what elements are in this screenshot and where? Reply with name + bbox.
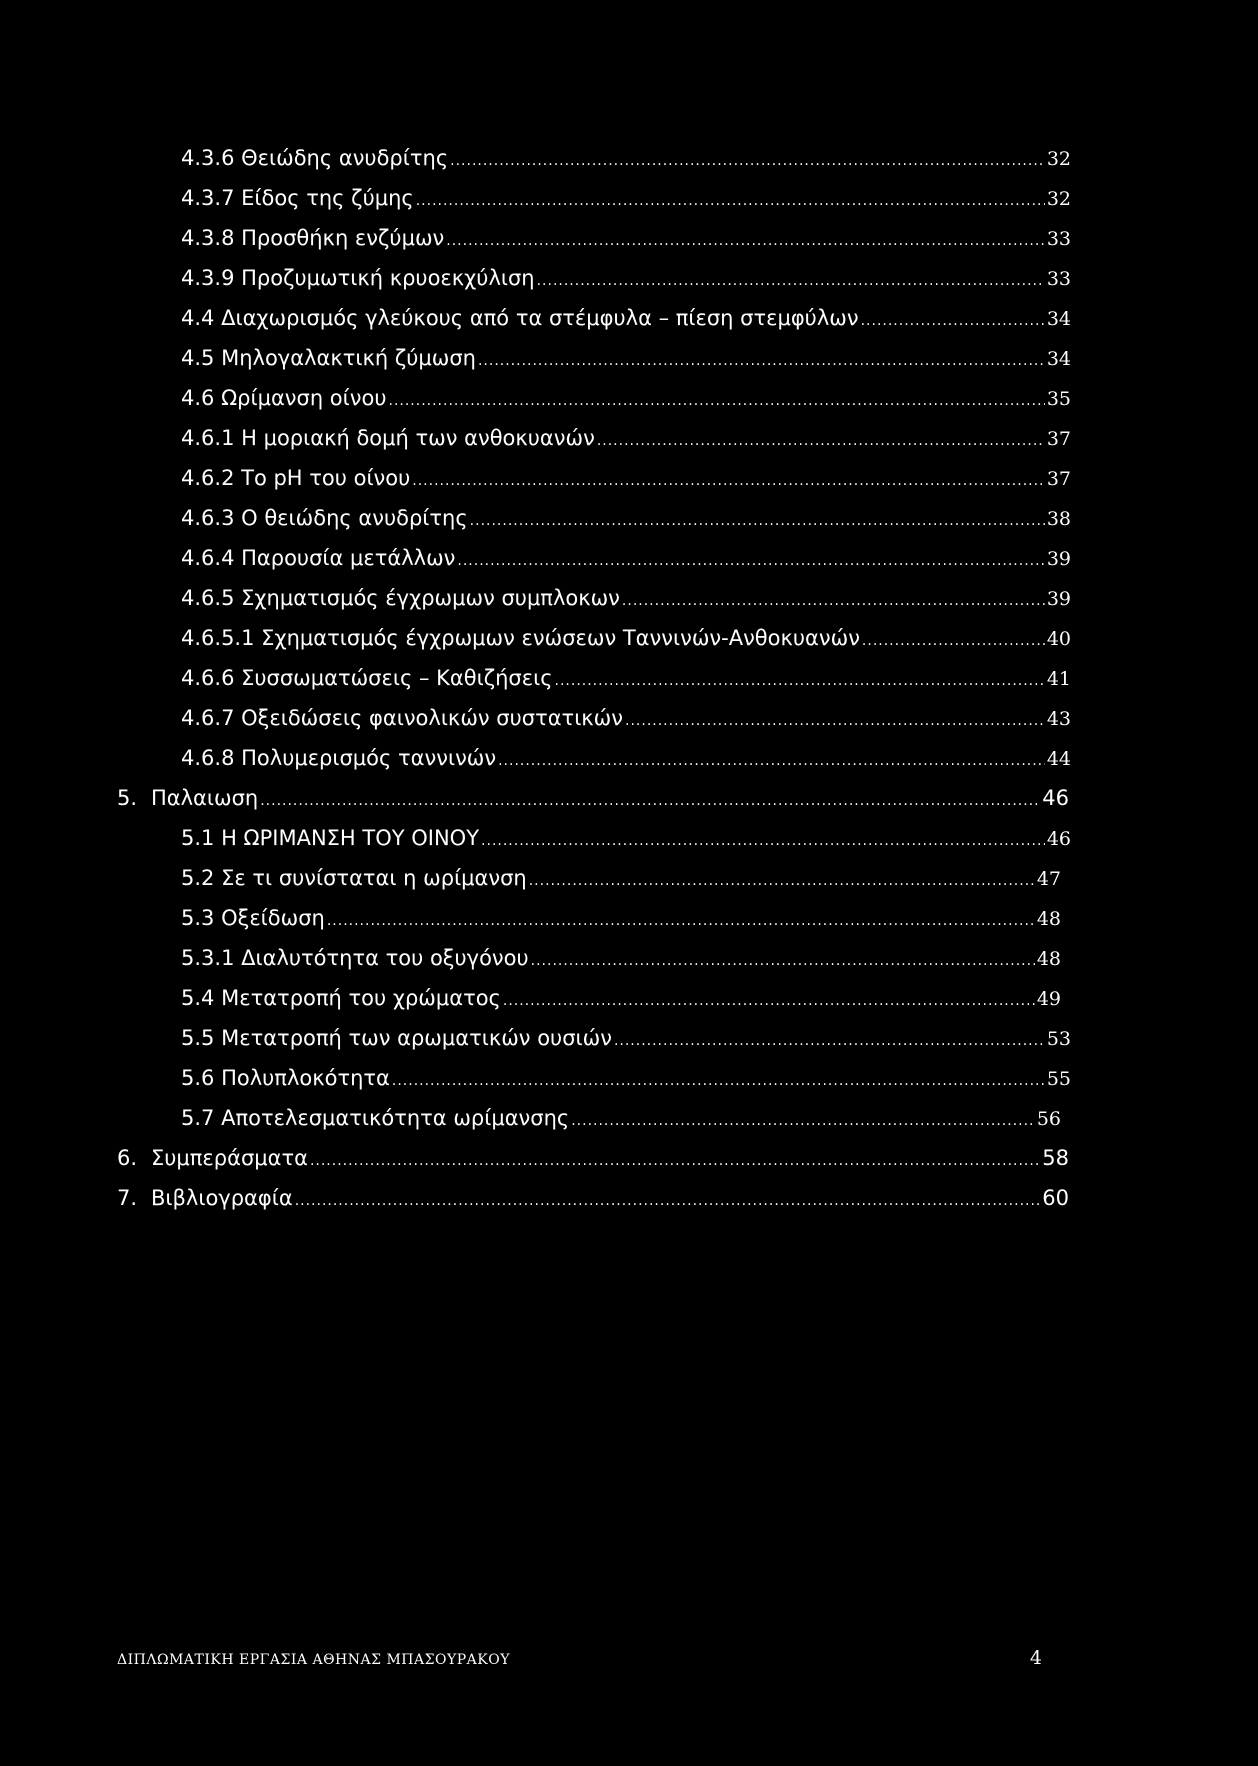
dot-leader: [310, 1143, 1040, 1179]
toc-entry-page: 37: [1046, 468, 1071, 490]
toc-entry-number: 5.3.1: [181, 946, 235, 970]
toc-entry-title: Θειώδης ανυδρίτης: [241, 146, 449, 170]
toc-entry-title: Πολυπλοκότητα: [221, 1066, 390, 1090]
toc-entry-number: 4.6.8: [181, 746, 235, 770]
toc-entry-number: 7.: [117, 1186, 138, 1210]
toc-entry-title: Αποτελεσματικότητα ωρίμανσης: [221, 1106, 570, 1130]
toc-entry: [181, 580, 1071, 616]
toc-entry-title: Παρουσία μετάλλων: [241, 546, 456, 570]
dot-leader: [389, 383, 1045, 419]
toc-entry-number: 4.6.2: [181, 466, 235, 490]
toc-entry-number: 5.1: [181, 826, 215, 850]
toc-entry-page: 60: [1042, 1186, 1069, 1210]
toc-entry-number: 4.6: [181, 386, 215, 410]
toc-entry-page: 33: [1046, 268, 1071, 290]
toc-entry-number: 5.4: [181, 986, 215, 1010]
toc-entry-page: 39: [1046, 588, 1071, 610]
toc-entry-page: 48: [1036, 908, 1061, 930]
toc-entry-page: 47: [1036, 868, 1061, 890]
toc-entry: [181, 1020, 1071, 1056]
dot-leader: [412, 463, 1045, 499]
toc-entry-title: Μετατροπή των αρωματικών ουσιών: [221, 1026, 612, 1050]
toc-entry: [181, 220, 1071, 256]
toc-entry-page: 39: [1046, 548, 1071, 570]
dot-leader: [537, 263, 1045, 299]
toc-entry-page: 46: [1046, 828, 1071, 850]
dot-leader: [327, 903, 1035, 939]
toc-entry-number: 4.6.7: [181, 706, 235, 730]
toc-entry-page: 41: [1046, 668, 1071, 690]
toc-entry: [181, 900, 1061, 936]
toc-entry: [181, 380, 1071, 416]
toc-entry: [181, 740, 1071, 776]
dot-leader: [260, 783, 1040, 819]
toc-entry: [181, 180, 1071, 216]
toc-entry-title: Πολυμερισμός ταννινών: [241, 746, 497, 770]
toc-entry-page: 38: [1046, 508, 1071, 530]
toc-entry-page: 56: [1036, 1108, 1061, 1130]
toc-entry-title: Το pH του οίνου: [241, 466, 411, 490]
toc-entry-page: 40: [1046, 628, 1071, 650]
toc-entry-page: 48: [1036, 948, 1061, 970]
toc-entry: [181, 460, 1071, 496]
toc-entry-title: Διαλυτότητα του οξυγόνου: [241, 946, 529, 970]
footer-title: ΔΙΠΛΩΜΑΤΙΚΗ ΕΡΓΑΣΙΑ ΑΘΗΝΑΣ ΜΠΑΣΟΥΡΑΚΟΥ: [117, 1652, 510, 1668]
toc-entry-title: Σε τι συνίσταται η ωρίμανση: [221, 866, 527, 890]
toc-entry-number: 4.6.6: [181, 666, 235, 690]
toc-entry-page: 49: [1036, 988, 1061, 1010]
toc-entry: [181, 620, 1071, 656]
dot-leader: [531, 943, 1035, 979]
dot-leader: [446, 223, 1045, 259]
toc-entry-page: 34: [1046, 308, 1071, 330]
toc-entry: [181, 300, 1071, 336]
dot-leader: [450, 143, 1045, 179]
toc-entry: [117, 780, 1069, 816]
toc-entry: [181, 820, 1071, 856]
toc-entry-page: 55: [1046, 1068, 1071, 1090]
dot-leader: [622, 583, 1045, 619]
toc-entry-page: 43: [1046, 708, 1071, 730]
toc-entry: [181, 980, 1061, 1016]
toc-entry-page: 53: [1046, 1028, 1071, 1050]
toc-entry-page: 46: [1042, 786, 1069, 810]
toc-entry-number: 5.: [117, 786, 138, 810]
dot-leader: [457, 543, 1044, 579]
dot-leader: [478, 343, 1045, 379]
toc-entry-page: 44: [1046, 748, 1071, 770]
page-number: 4: [1029, 1647, 1042, 1669]
toc-entry-page: 35: [1046, 388, 1071, 410]
toc-entry-page: 32: [1046, 188, 1071, 210]
dot-leader: [625, 703, 1045, 739]
toc-entry: [181, 860, 1061, 896]
toc-entry-title: Οξείδωση: [221, 906, 325, 930]
dot-leader: [470, 503, 1045, 539]
toc-entry-title: Προζυμωτική κρυοεκχύλιση: [241, 266, 535, 290]
toc-entry-number: 4.3.7: [181, 186, 235, 210]
dot-leader: [392, 1063, 1045, 1099]
toc-entry-title: Ωρίμανση οίνου: [221, 386, 387, 410]
toc-entry-number: 5.2: [181, 866, 215, 890]
toc-entry: [181, 660, 1071, 696]
toc-entry-number: 4.4: [181, 306, 215, 330]
toc-entry-number: 4.6.3: [181, 506, 235, 530]
dot-leader: [529, 863, 1035, 899]
toc-entry-title: Η μοριακή δομή των ανθοκυανών: [241, 426, 595, 450]
toc-entry: [181, 1060, 1071, 1096]
dot-leader: [614, 1023, 1045, 1059]
dot-leader: [503, 983, 1035, 1019]
toc-entry-title: Σχηματισμός έγχρωμων συμπλοκων: [241, 586, 620, 610]
toc-entry-number: 4.6.1: [181, 426, 235, 450]
toc-entry-title: Προσθήκη ενζύμων: [241, 226, 445, 250]
toc-entry-number: 4.3.9: [181, 266, 235, 290]
toc-entry: [181, 1100, 1061, 1136]
toc-entry-number: 4.3.6: [181, 146, 235, 170]
dot-leader: [597, 423, 1045, 459]
dot-leader: [861, 303, 1045, 339]
dot-leader: [862, 623, 1045, 659]
toc-entry-number: 5.3: [181, 906, 215, 930]
toc-entry-title: Βιβλιογραφία: [151, 1186, 293, 1210]
toc-entry-number: 4.3.8: [181, 226, 235, 250]
toc-entry-title: Είδος της ζύμης: [241, 186, 414, 210]
toc-entry-title: Συσσωματώσεις – Καθιζήσεις: [241, 666, 553, 690]
toc-entry: [117, 1140, 1069, 1176]
toc-entry: [181, 420, 1071, 456]
toc-entry: [181, 540, 1071, 576]
toc-entry: [117, 1180, 1069, 1216]
toc-entry-page: 34: [1046, 348, 1071, 370]
toc-entry-number: 5.6: [181, 1066, 215, 1090]
toc-entry-page: 37: [1046, 428, 1071, 450]
dot-leader: [295, 1183, 1041, 1219]
toc-entry: [181, 340, 1071, 376]
dot-leader: [481, 823, 1045, 859]
toc-entry-page: 32: [1046, 148, 1071, 170]
toc-entry-page: 33: [1046, 228, 1071, 250]
toc-entry-title: Οξειδώσεις φαινολικών συστατικών: [241, 706, 624, 730]
toc-entry: [181, 940, 1061, 976]
dot-leader: [416, 183, 1045, 219]
toc-entry-page: 58: [1042, 1146, 1069, 1170]
toc-entry-number: 6.: [117, 1146, 138, 1170]
toc-entry-number: 5.5: [181, 1026, 215, 1050]
toc-entry: [181, 700, 1071, 736]
toc-entry-title: Μετατροπή του χρώματος: [221, 986, 501, 1010]
toc-entry: [181, 500, 1071, 536]
toc-entry-number: 5.7: [181, 1106, 215, 1130]
toc-entry-title: Συμπεράσματα: [151, 1146, 308, 1170]
toc-entry-title: Η ΩΡΙΜΑΝΣΗ ΤΟΥ ΟΙΝΟΥ: [221, 826, 480, 850]
toc-entry: [181, 260, 1071, 296]
toc-entry-number: 4.6.4: [181, 546, 235, 570]
toc-entry-title: Ο θειώδης ανυδρίτης: [241, 506, 468, 530]
page-footer: [117, 1647, 1042, 1669]
toc-entry-title: Σχηματισμός έγχρωμων ενώσεων Ταννινών-Ανθοκυανών: [261, 626, 860, 650]
toc-entry-title: Παλαιωση: [151, 786, 259, 810]
toc-entry-number: 4.6.5: [181, 586, 235, 610]
toc-entry-number: 4.5: [181, 346, 215, 370]
dot-leader: [498, 743, 1045, 779]
toc-entry-title: Μηλογαλακτική ζύμωση: [221, 346, 476, 370]
toc-entry: [181, 140, 1071, 176]
dot-leader: [571, 1103, 1035, 1139]
toc-entry-title: Διαχωρισμός γλεύκους από τα στέμφυλα – πίεση στεμφύλων: [221, 306, 859, 330]
toc-entry-number: 4.6.5.1: [181, 626, 255, 650]
dot-leader: [555, 663, 1045, 699]
